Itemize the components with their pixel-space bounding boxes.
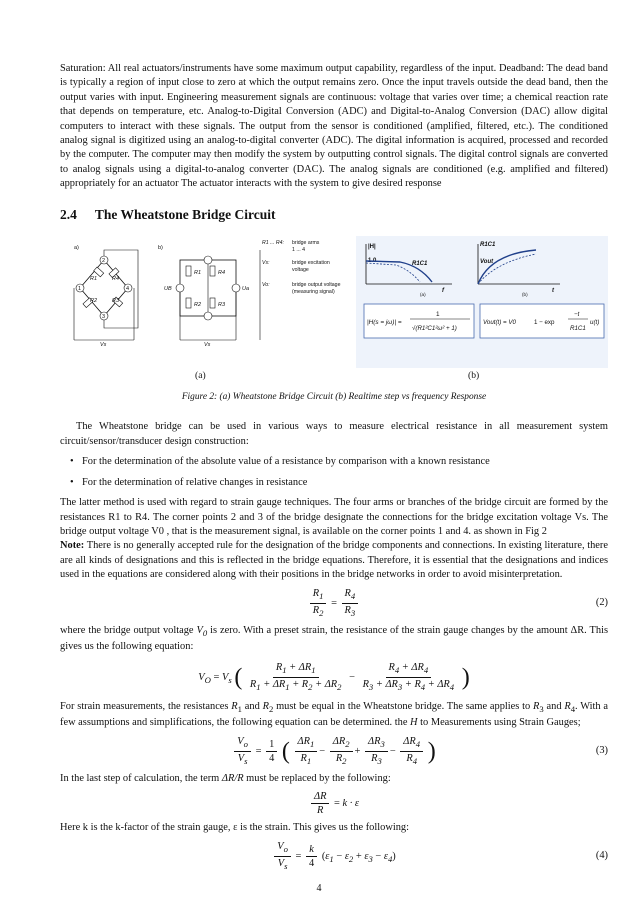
eq-v-mid: 1 − exp (534, 319, 555, 327)
node-3-label: 3 (102, 314, 106, 321)
r4-label: R4 (112, 276, 120, 283)
subfigure-a-label: (a) (195, 370, 206, 382)
list-item: • For the determination of relative changes in resistance (82, 476, 608, 490)
eq-v-den: R1C1 (570, 325, 586, 333)
section-title: The Wheatstone Bridge Circuit (94, 206, 276, 222)
equation-vo: $V_O = V_s$ ( $\frac{R_1 + \Delta R_1}{R_1 + \Delta R_1 + R_2 + \Delta R_2}$ − $\frac{R_4 + \Delta R_4}{R_3 + \Delta R_3 + R_4 + \Delta R_4}$ ) (198, 661, 470, 692)
equation-3: $\frac{V_o}{V_s}$ = $\frac{1}{4}$ ( $\frac{\Delta R_1}{R_1}$ − $\frac{\Delta R_2}{R_2}$ + $\frac{\Delta R_3}{R_3}$ − $\frac{\Delta R_4}{R_4}$ ) (3) (60, 735, 608, 768)
paragraph-last-step: In the last step of calculation, the term ΔR/R must be replaced by the following: (60, 772, 391, 784)
figure-caption: Figure 2: (a) Wheatstone Bridge Circuit (b) Realtime step vs frequency Response (181, 392, 487, 403)
bridge-diagram-a (74, 245, 138, 348)
t-label: t (552, 288, 554, 295)
list-item: • For the determination of the absolute value of a resistance by comparison with a known resistance (82, 455, 608, 469)
equation-2-number: (2) (595, 596, 608, 608)
node-4-label: 4 (126, 286, 130, 293)
vs-label-b: Vs (204, 342, 211, 349)
bridge-panel-b-label: b) (158, 245, 163, 252)
equation-4: $\frac{V_o}{V_s}$ = $\frac{k}{4}$ $(\varepsilon_1 - \varepsilon_2 + \varepsilon_3 - \varepsilon_4)$ (4) (60, 840, 608, 873)
subfigure-b-label: (b) (468, 370, 480, 382)
node-1-label: 1 (78, 286, 82, 293)
legend-vo-key: Vo: (262, 282, 270, 289)
legend-vo-desc2: (measuring signal) (292, 289, 335, 296)
section-heading (60, 208, 608, 222)
ub-label: UB (164, 286, 172, 293)
b-r1-label: R1 (194, 270, 202, 277)
paragraph-saturation: Saturation: All real actuators/instruments have some maximum output capability, regardless of the input. Deadband: The dead band is typically a region of input close to zero at which the output remains zero. Once the input travels outside the dead band, then the output varies with input. Engineering measurement signals are continuous: voltage that varies over time; a chemical reaction rate that depends on temperature, etc. Analog-to-Digital Conversion (ADC) and Digital-to-Analog Conversion (DAC) allow digital computers to interact with these signals. The output from the sensor is conditioned (amplified, filtered, etc.). The conditioned analog signal is digitized using an analog-to-digital converter (ADC). The digital information is acquired, processed and recorded by the computer. The computer may then modify the system by outputting control signals. The digital control signals are converted to analog signals using a digital-to-analog converter (DAC). The analog signals are conditioned (e.g. amplified and filtered) appropriately for an actuator The actuator interacts with the system to give desired response (60, 63, 608, 190)
b-r3-label: R3 (218, 302, 226, 309)
legend-r-desc1: bridge arms (292, 240, 320, 247)
b-r2-label: R2 (194, 302, 202, 309)
page-number: 4 (316, 883, 322, 894)
eq-h-num: 1 (436, 311, 440, 319)
legend-r-key: R1 ... R4: (262, 240, 284, 247)
legend-vo-desc1: bridge output voltage (292, 282, 341, 289)
note-label: Note: (60, 540, 85, 552)
eq-v-num: −t (574, 311, 580, 319)
eq-h-left: |H(s = jω)| = (367, 319, 402, 327)
section-number: 2.4 (60, 206, 77, 222)
h-one-label: 1.0 (368, 258, 377, 265)
paragraph-k-factor: Here k is the k-factor of the strain gauge, ε is the strain. This gives us the following: (60, 822, 410, 834)
page-content (60, 62, 608, 877)
f-label: f (442, 288, 444, 295)
paragraph-where: where the bridge output voltage $V_0$ is zero. With a preset strain, the resistance of the strain gauge changes by the amount ΔR. This gives us the following equation: (60, 624, 609, 653)
ua-label: Ua (242, 286, 250, 293)
vout-label: Vout (480, 259, 494, 266)
legend-vs-desc2: voltage (292, 267, 309, 274)
eq-h-den: √(R1²C1²ω² + 1) (412, 325, 457, 333)
response-plots (356, 236, 608, 368)
bullet-list (60, 455, 608, 490)
equation-2: $\frac{R_1}{R_2}$ = $\frac{R_4}{R_3}$ (2) (60, 587, 608, 620)
eq-v-left: Vout(t) = V0 (483, 319, 516, 327)
paragraph-strain-measurements: For strain measurements, the resistances $R_1$ and $R_2$ must be equal in the Wheatstone bridge. The same applies to $R_3$ and $R_4$. With a few assumptions and simplifications, the following equation can be determined. the H to Measurements using Strain Gauges; (60, 700, 609, 729)
legend-vs-desc1: bridge excitation (292, 260, 330, 267)
r2-label: R2 (90, 298, 98, 305)
rc-label-b: R1C1 (480, 242, 496, 249)
equation-4-number: (4) (595, 849, 608, 861)
r1-label: R1 (90, 276, 98, 283)
figure-2 (60, 236, 608, 386)
figure-2-image (60, 236, 608, 368)
b-r4-label: R4 (218, 270, 226, 277)
note-text: There is no generally accepted rule for the designation of the bridge components and connections. In existing literature, there are all kinds of designations and this is reflected in the bridge equations. Therefore, it is essential that the designations and indices used in the equations are considered along with their positions in the bridge networks in order to avoid misinterpretation. (60, 540, 608, 581)
equation-k: $\frac{\Delta R}{R}$ = k · ε (60, 790, 608, 817)
h-axis-label: |H| (368, 244, 376, 251)
bridge-diagram-b (158, 245, 260, 348)
equation-3-number: (3) (595, 745, 608, 756)
rc-label-a: R1C1 (412, 261, 428, 268)
eq-v-right: u(t) (590, 319, 600, 327)
legend-r-desc2: 1 ... 4 (292, 247, 305, 254)
vs-label-a: Vs (100, 342, 107, 349)
r3-label: R3 (112, 298, 120, 305)
plot-b-label: (b) (522, 292, 528, 298)
node-2-label: 2 (102, 258, 106, 265)
legend-vs-key: Vs: (262, 260, 270, 267)
paragraph-note (60, 539, 608, 582)
paragraph-latter-method: The latter method is used with regard to strain gauge techniques. The four arms or branches of the bridge circuit are formed by the resistances R1 to R4. The corner points 2 and 3 of the bridge designate the connections for the bridge excitation voltage Vs. The bridge output voltage V0 , that is the measurement signal, is available on the corner points 1 and 4. as shown in Fig 2 (60, 497, 608, 537)
bridge-panel-a-label: a) (74, 245, 79, 252)
plot-a-label: (a) (420, 292, 426, 298)
paragraph-bridge-intro: The Wheatstone bridge can be used in various ways to measure electrical resistance in all measurement system circuit/sensor/transducer design construction: (60, 421, 608, 447)
bridge-legend (262, 240, 341, 295)
